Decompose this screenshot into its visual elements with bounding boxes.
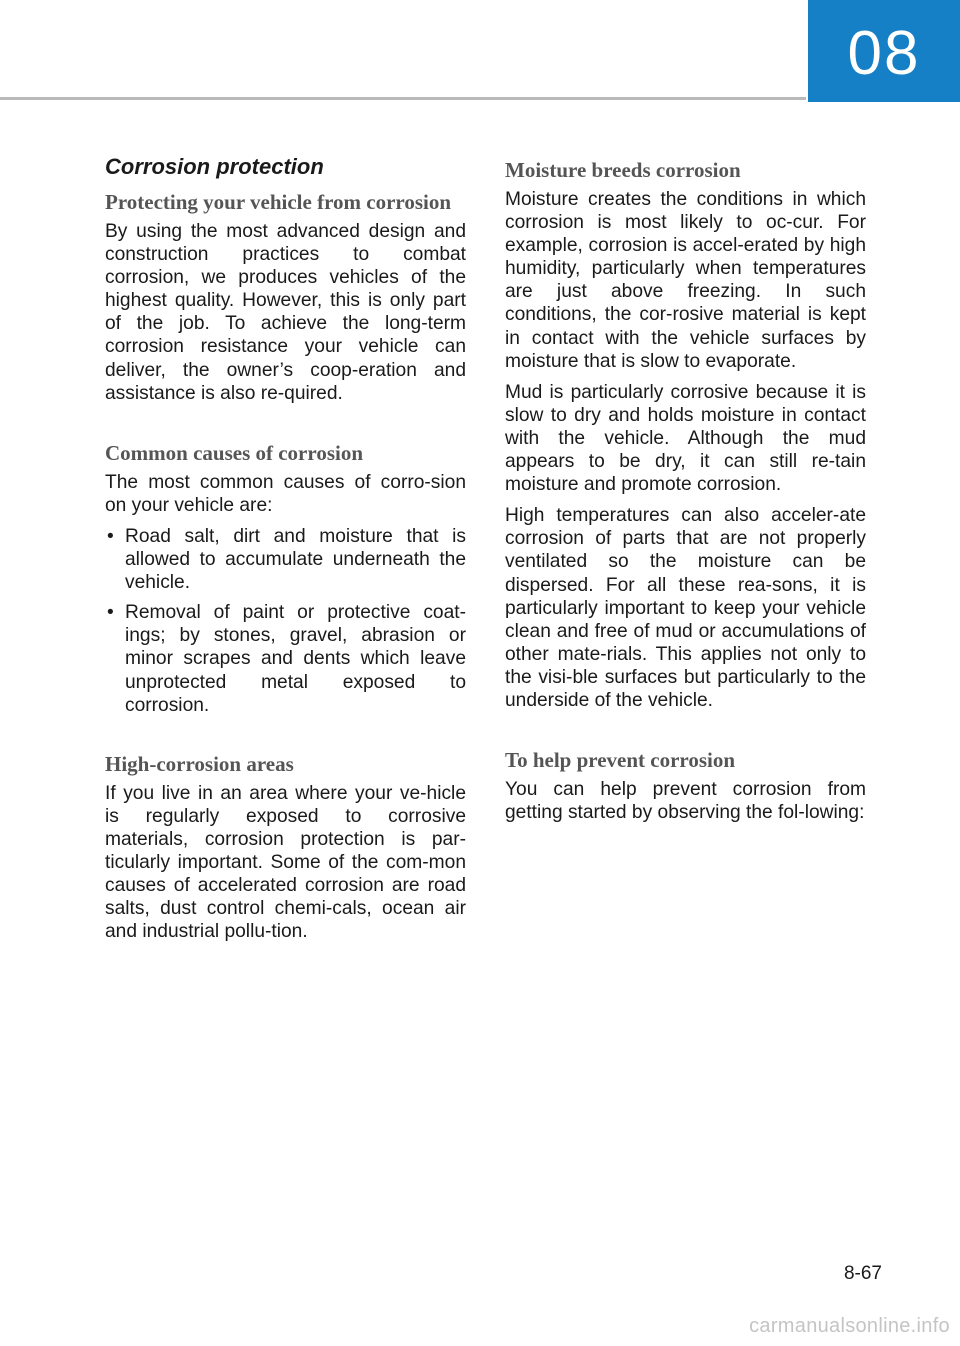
causes-list	[105, 525, 466, 717]
header-rule	[0, 97, 806, 100]
moisture-paragraph: Moisture creates the conditions in which corrosion is most likely to oc-cur. For example, corrosion is accel-erated by high humidity, particularly when temperatures are just above freezing. In such conditions, the cor-rosive material is kept in contact with the vehicle surfaces by moisture that is slow to evaporate.	[505, 189, 866, 372]
common-causes-intro: The most common causes of corro-sion on your vehicle are:	[105, 471, 466, 516]
moisture-paragraph: Mud is particularly corrosive because it is slow to dry and holds moisture in contact with the vehicle. Although the mud appears to be dry, it can still re-tain moisture and promote corrosion.	[505, 381, 866, 496]
section-title: Corrosion protection	[105, 154, 324, 179]
list-item: • Removal of paint or protective coat-ings; by stones, gravel, abrasion or minor scrapes and dents which leave unprotected metal exposed to corrosion.	[107, 602, 466, 716]
page-number: 8-67	[843, 1263, 882, 1284]
prevent-text: You can help prevent corrosion from getting started by observing the fol-lowing:	[505, 779, 866, 824]
high-corrosion-text: If you live in an area where your ve-hicle is regularly exposed to corrosive materials, corrosion protection is par-ticularly important. Some of the com-mon causes of accelerated corrosion are road salts, dust control chemi-cals, ocean air and industrial pollu-tion.	[105, 782, 466, 943]
list-item: • Road salt, dirt and moisture that is allowed to accumulate underneath the vehicle.	[107, 525, 466, 594]
watermark: carmanualsonline.info	[749, 1315, 950, 1337]
protecting-text: By using the most advanced design and construction practices to combat corrosion, we produces vehicles of the highest quality. However, this is only part of the job. To achieve the long-term corrosion resistance your vehicle can deliver, the owner’s coop-eration and assistance is also re-quired.	[105, 221, 466, 404]
right-column	[505, 158, 866, 832]
heading-prevent: To help prevent corrosion	[505, 748, 736, 773]
bullet-icon: •	[107, 525, 114, 547]
heading-moisture: Moisture breeds corrosion	[505, 158, 741, 182]
moisture-paragraph: High temperatures can also acceler-ate corrosion of parts that are not properly ventilated so the moisture can be dispersed. For all these rea-sons, it is particularly important to keep your vehicle clean and free of mud or accumulations of other mate-rials. This applies not only to the visi-ble surfaces but particularly to the underside of the vehicle.	[505, 505, 866, 711]
bullet-icon: •	[107, 602, 114, 624]
heading-common-causes: Common causes of corrosion	[105, 440, 364, 465]
heading-high-corrosion: High-corrosion areas	[105, 751, 294, 776]
heading-protecting: Protecting your vehicle from corrosion	[105, 190, 452, 214]
left-column	[105, 154, 466, 951]
chapter-tab: 08	[808, 0, 960, 102]
